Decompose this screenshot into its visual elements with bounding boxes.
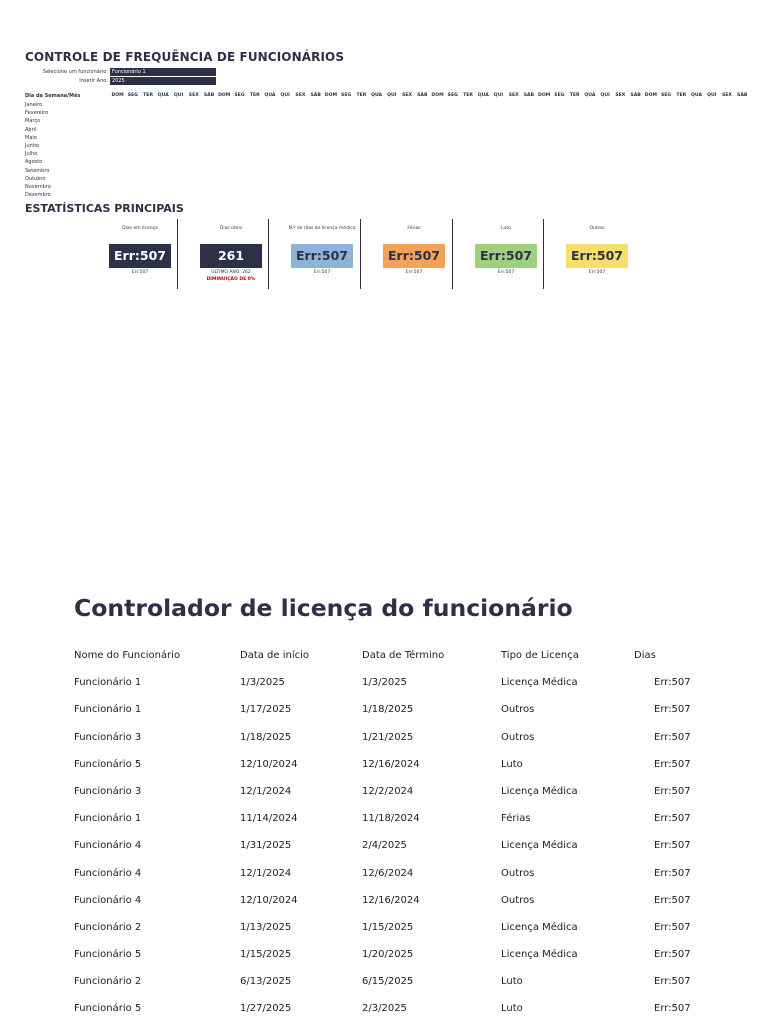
table-cell: Funcionário 4: [74, 894, 142, 906]
weekday-label: DOM: [324, 93, 338, 98]
stat-label: Outros: [589, 226, 605, 231]
weekday-label: QUA: [477, 93, 489, 98]
month-label: Abril: [25, 126, 37, 133]
table-cell: 12/10/2024: [240, 894, 298, 906]
table-cell: 1/13/2025: [240, 921, 292, 933]
stat-label: N.º de dias de licença médica: [288, 226, 356, 231]
table-cell: Funcionário 1: [74, 677, 142, 689]
table-cell: Luto: [501, 1003, 523, 1015]
weekday-label: SEX: [615, 93, 626, 98]
table-cell: Licença Médica: [501, 949, 578, 961]
table-cell: Licença Médica: [501, 677, 578, 689]
month-list: [25, 101, 51, 199]
stat-value: Err:507: [109, 244, 171, 268]
month-label: Junho: [25, 143, 40, 150]
table-cell: Funcionário 3: [74, 785, 142, 797]
weekday-label: SÁB: [630, 93, 641, 98]
table-cell: Err:507: [654, 867, 691, 879]
employee-select[interactable]: Funcionário 1: [110, 68, 216, 76]
year-input[interactable]: 2025: [110, 77, 216, 85]
table-cell: 11/18/2024: [362, 813, 420, 825]
weekday-label: TER: [143, 93, 153, 98]
weekday-label: SEX: [721, 93, 732, 98]
stat-value: Err:507: [383, 244, 445, 268]
weekday-label: DOM: [644, 93, 657, 98]
table-cell: Funcionário 2: [74, 976, 142, 988]
weekday-label: QUI: [173, 93, 184, 98]
table-cell: 12/2/2024: [362, 785, 414, 797]
table-row: [74, 914, 714, 941]
table-cell: 1/18/2025: [240, 731, 292, 743]
weekday-label: SEG: [660, 93, 672, 98]
weekday-label: SEX: [188, 93, 199, 98]
table-cell: 12/16/2024: [362, 894, 420, 906]
table-cell: Luto: [501, 976, 523, 988]
stat-subtext: Err:507: [405, 270, 423, 275]
table-cell: Funcionário 5: [74, 949, 142, 961]
table-cell: Err:507: [654, 704, 691, 716]
table-row: [74, 995, 714, 1022]
weekday-label: SÁB: [203, 93, 215, 98]
stat-label: Dias úteis: [219, 226, 243, 231]
weekday-label: SEG: [234, 93, 245, 98]
table-cell: Err:507: [654, 813, 691, 825]
stat-divider: [452, 219, 453, 289]
table-cell: Outros: [501, 894, 535, 906]
weekday-label: SEX: [295, 93, 306, 98]
table-cell: 12/16/2024: [362, 758, 420, 770]
weekday-label: TER: [249, 93, 260, 98]
table-cell: 1/17/2025: [240, 704, 292, 716]
stat-value: Err:507: [566, 244, 628, 268]
table-cell: Licença Médica: [501, 921, 578, 933]
month-label: Janeiro: [25, 102, 43, 108]
employee-select-label: Selecione um funcionário:: [42, 69, 108, 75]
stat-label: Férias: [407, 226, 421, 231]
table-cell: 1/31/2025: [240, 840, 292, 852]
weekday-label: SÁB: [417, 93, 428, 98]
table-cell: Funcionário 1: [74, 704, 142, 716]
table-cell: Err:507: [654, 1003, 691, 1015]
stat-card: [95, 218, 185, 288]
table-cell: 1/15/2025: [362, 921, 414, 933]
weekday-label: QUA: [264, 93, 276, 98]
weekday-label: TER: [676, 93, 687, 98]
table-cell: Funcionário 4: [74, 867, 142, 879]
weekday-label: SEG: [341, 93, 352, 98]
weekday-label: TER: [569, 93, 580, 98]
month-label: Maio: [25, 134, 37, 141]
weekday-label: DOM: [111, 93, 124, 98]
column-header: Data de Término: [362, 650, 445, 661]
weekday-label: SEX: [508, 93, 519, 98]
weekday-label: QUI: [707, 93, 717, 98]
stat-card: [369, 218, 459, 288]
table-cell: 6/13/2025: [240, 976, 292, 988]
weekday-label: TER: [356, 93, 367, 98]
weekday-label: SEG: [127, 93, 138, 98]
stat-divider: [268, 219, 269, 289]
table-cell: Licença Médica: [501, 840, 578, 852]
month-label: Outubro: [25, 175, 46, 182]
stat-value: Err:507: [475, 244, 537, 268]
stat-value: 261: [200, 244, 262, 268]
table-cell: 12/6/2024: [362, 867, 414, 879]
table-cell: Luto: [501, 758, 523, 770]
table-cell: Funcionário 1: [74, 813, 142, 825]
table-row: [74, 669, 714, 696]
table-cell: Licença Médica: [501, 785, 578, 797]
stat-subtext: Err:507: [131, 270, 149, 275]
calendar-corner-label: Dia da Semana/Mês: [25, 93, 81, 99]
weekday-label: QUI: [280, 93, 290, 98]
weekday-label: SÁB: [737, 93, 748, 98]
month-label: Março: [25, 118, 41, 125]
table-cell: 1/3/2025: [240, 677, 285, 689]
stats-title: ESTATÍSTICAS PRINCIPAIS: [25, 202, 184, 215]
stat-subtext: Err:507: [497, 270, 515, 275]
year-input-label: Inserir Ano:: [79, 78, 108, 84]
table-row: [74, 832, 714, 859]
table-cell: 1/21/2025: [362, 731, 414, 743]
table-cell: 11/14/2024: [240, 813, 298, 825]
table-cell: Err:507: [654, 677, 691, 689]
table-cell: 12/1/2024: [240, 867, 292, 879]
table-cell: 1/15/2025: [240, 949, 292, 961]
table-cell: Err:507: [654, 894, 691, 906]
leave-table: [74, 642, 714, 1023]
table-cell: 1/3/2025: [362, 677, 407, 689]
stat-value: Err:507: [291, 244, 353, 268]
table-row: [74, 696, 714, 723]
weekday-label: QUA: [157, 93, 169, 98]
table-cell: Funcionário 4: [74, 840, 142, 852]
table-row: [74, 860, 714, 887]
stat-subtext: Err:507: [313, 270, 331, 275]
stat-subtext: ÚLTIMO ANO: 262: [211, 270, 251, 275]
table-cell: 6/15/2025: [362, 976, 414, 988]
weekday-label: QUA: [584, 93, 596, 98]
table-cell: 1/20/2025: [362, 949, 414, 961]
table-cell: Err:507: [654, 921, 691, 933]
weekday-label: QUI: [600, 93, 610, 98]
weekday-label: QUI: [493, 93, 504, 98]
table-cell: 1/27/2025: [240, 1003, 292, 1015]
weekday-row: [110, 93, 750, 98]
weekday-label: SÁB: [310, 93, 321, 98]
stat-subtext: Err:507: [588, 270, 606, 275]
table-cell: 2/3/2025: [362, 1003, 407, 1015]
table-cell: Férias: [501, 813, 531, 825]
table-row: [74, 968, 714, 995]
column-header: Nome do Funcionário: [74, 650, 181, 661]
weekday-label: SEG: [447, 93, 458, 98]
stat-card: [186, 218, 276, 288]
table-cell: Outros: [501, 704, 535, 716]
table-cell: Err:507: [654, 976, 691, 988]
stat-divider: [543, 219, 544, 289]
table-row: [74, 751, 714, 778]
stat-label: Dias em licença: [122, 226, 158, 231]
table-cell: Err:507: [654, 949, 691, 961]
table-cell: Outros: [501, 731, 535, 743]
weekday-label: DOM: [431, 93, 444, 98]
weekday-label: QUA: [371, 93, 383, 98]
table-header-row: [74, 642, 714, 669]
table-cell: Err:507: [654, 731, 691, 743]
month-label: Setembro: [25, 167, 50, 174]
table-cell: Err:507: [654, 758, 691, 770]
month-label: Fevereiro: [25, 110, 49, 117]
table-row: [74, 778, 714, 805]
table-cell: Funcionário 5: [74, 1003, 142, 1015]
weekday-label: SEX: [402, 93, 413, 98]
weekday-label: QUA: [690, 93, 703, 98]
weekday-label: SEG: [554, 93, 565, 98]
table-row: [74, 805, 714, 832]
month-label: Agosto: [25, 159, 43, 166]
table-cell: Funcionário 2: [74, 921, 142, 933]
month-label: Novembro: [25, 184, 51, 191]
stat-divider: [360, 219, 361, 289]
month-label: Dezembro: [25, 192, 51, 199]
table-cell: Funcionário 3: [74, 731, 142, 743]
stat-divider: [177, 219, 178, 289]
column-header: Data de início: [240, 650, 310, 661]
weekday-label: DOM: [218, 93, 231, 98]
weekday-label: QUI: [387, 93, 397, 98]
table-cell: Err:507: [654, 840, 691, 852]
table-cell: Outros: [501, 867, 535, 879]
table-cell: 2/4/2025: [362, 840, 407, 852]
weekday-label: DOM: [538, 93, 551, 98]
table-cell: Funcionário 5: [74, 758, 142, 770]
page-title: CONTROLE DE FREQUÊNCIA DE FUNCIONÁRIOS: [25, 50, 345, 64]
weekday-label: TER: [463, 93, 473, 98]
table-row: [74, 887, 714, 914]
table-cell: Err:507: [654, 785, 691, 797]
month-label: Julho: [25, 151, 38, 158]
stat-label: Luto: [501, 226, 511, 231]
leave-tracker-title: Controlador de licença do funcionário: [74, 594, 573, 622]
table-row: [74, 724, 714, 751]
stat-change-note: DIMINUIÇÃO DE 0%: [206, 277, 256, 282]
stat-card: [552, 218, 642, 288]
table-row: [74, 941, 714, 968]
table-cell: 1/18/2025: [362, 704, 414, 716]
column-header: Dias: [634, 650, 656, 661]
weekday-label: SÁB: [523, 93, 535, 98]
table-cell: 12/1/2024: [240, 785, 292, 797]
stat-card: [461, 218, 551, 288]
table-cell: 12/10/2024: [240, 758, 298, 770]
column-header: Tipo de Licença: [501, 650, 579, 661]
stat-card: [277, 218, 367, 288]
